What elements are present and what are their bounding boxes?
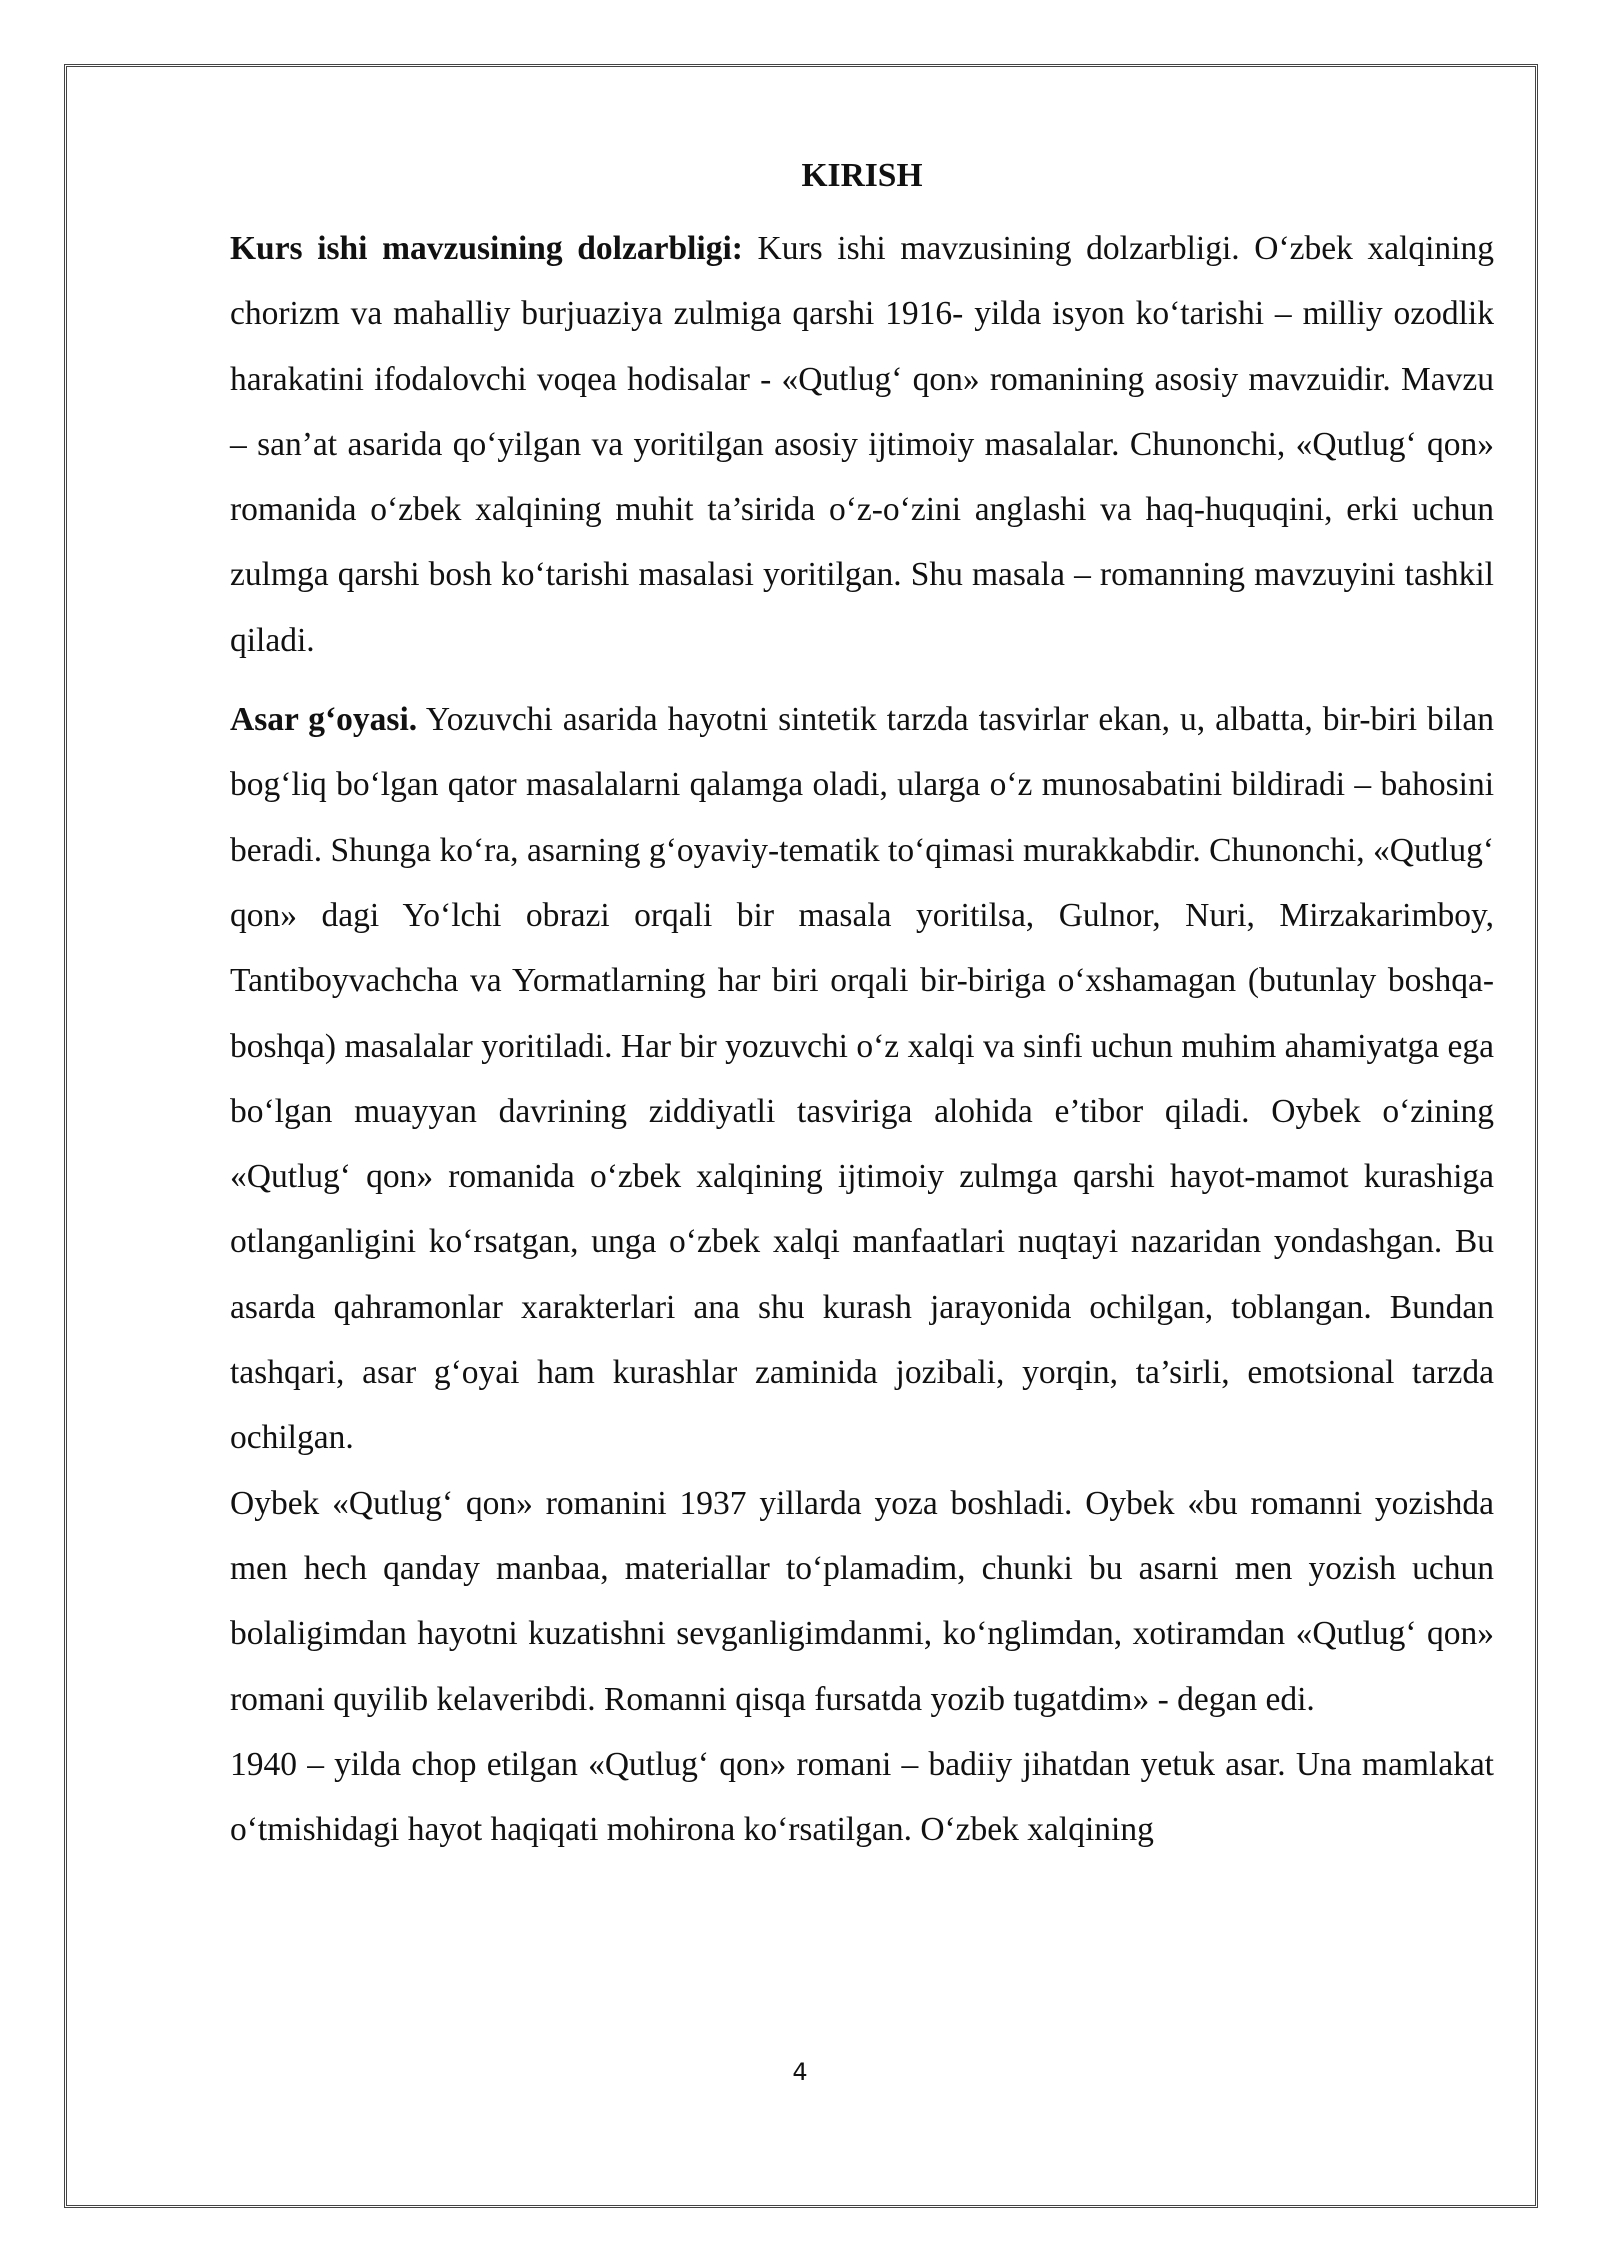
paragraph-text: Oybek «Qutlug‘ qon» romanini 1937 yillarda yoza boshladi. Oybek «bu romanni yozishda men hech qanday manbaa, materiallar to‘plamadim, chunki bu asarni men yozish uchun bolaligimdan hayotni kuzatishni sevganligimdanmi, ko‘nglimdan, xotiramdan «Qutlug‘ qon» romani quyilib kelaveribdi. Romanni qisqa fursatda yozib tugatdim» - degan edi.: [230, 1484, 1494, 1718]
section-heading: KIRISH: [801, 157, 923, 194]
paragraph-lead: Asar g‘oyasi.: [230, 701, 418, 739]
paragraph-asar-goyasi: [230, 687, 1494, 1471]
paragraph-oybek-quote: [230, 1471, 1494, 1732]
paragraph-spacer: [230, 673, 1494, 687]
paragraph-text: Yozuvchi asarida hayotni sintetik tarzda tasvirlar ekan, u, albatta, bir-biri bilan bog‘liq bo‘lgan qator masalalarni qalamga oladi, ularga o‘z munosabatini bildiradi – bahosini beradi. Shunga ko‘ra, asarning g‘oyaviy-tematik to‘qimasi murakkabdir. Chunonchi, «Qutlug‘ qon» dagi Yo‘lchi obrazi orqali bir masala yoritilsa, Gulnor, Nuri, Mirzakarimboy, Tantiboyvachcha va Yormatlarning har biri orqali bir-biriga o‘xshamagan (butunlay boshqa-boshqa) masalalar yoritiladi. Har bir yozuvchi o‘z xalqi va sinfi uchun muhim ahamiyatga ega bo‘lgan muayyan davrining ziddiyatli tasviriga alohida e’tibor qiladi. Oybek o‘zining «Qutlug‘ qon» romanida o‘zbek xalqining ijtimoiy zulmga qarshi hayot-mamot kurashiga otlanganligini ko‘rsatgan, unga o‘zbek xalqi manfaatlari nuqtayi nazaridan yondashgan. Bu asarda qahramonlar xarakterlari ana shu kurash jarayonida ochilgan, toblangan. Bundan tashqari, asar g‘oyai ham kurashlar zaminida jozibali, yorqin, ta’sirli, emotsional tarzda ochilgan.: [230, 701, 1494, 1457]
page-number: 4: [792, 2058, 808, 2086]
document-body: [230, 150, 1494, 1862]
paragraph-1940: [230, 1732, 1494, 1863]
paragraph-text: 1940 – yilda chop etilgan «Qutlug‘ qon» romani – badiiy jihatdan yetuk asar. Una mamlakat o‘tmishidagi hayot haqiqati mohirona ko‘rsatilgan. O‘zbek xalqining: [230, 1745, 1494, 1849]
paragraph-lead: Kurs ishi mavzusining dolzarbligi:: [230, 230, 743, 267]
paragraph-dolzarblik: [230, 216, 1494, 673]
paragraph-text: Kurs ishi mavzusining dolzarbligi. O‘zbek xalqining chorizm va mahalliy burjuaziya zulmiga qarshi 1916- yilda isyon ko‘tarishi – milliy ozodlik harakatini ifodalovchi voqea hodisalar - «Qutlug‘ qon» romanining asosiy mavzuidir. Mavzu – san’at asarida qo‘yilgan va yoritilgan asosiy ijtimoiy masalalar. Chunonchi, «Qutlug‘ qon» romanida o‘zbek xalqining muhit ta’sirida o‘z-o‘zini anglashi va haq-huquqini, erki uchun zulmga qarshi bosh ko‘tarishi masalasi yoritilgan. Shu masala – romanning mavzuyini tashkil qiladi.: [230, 230, 1494, 659]
